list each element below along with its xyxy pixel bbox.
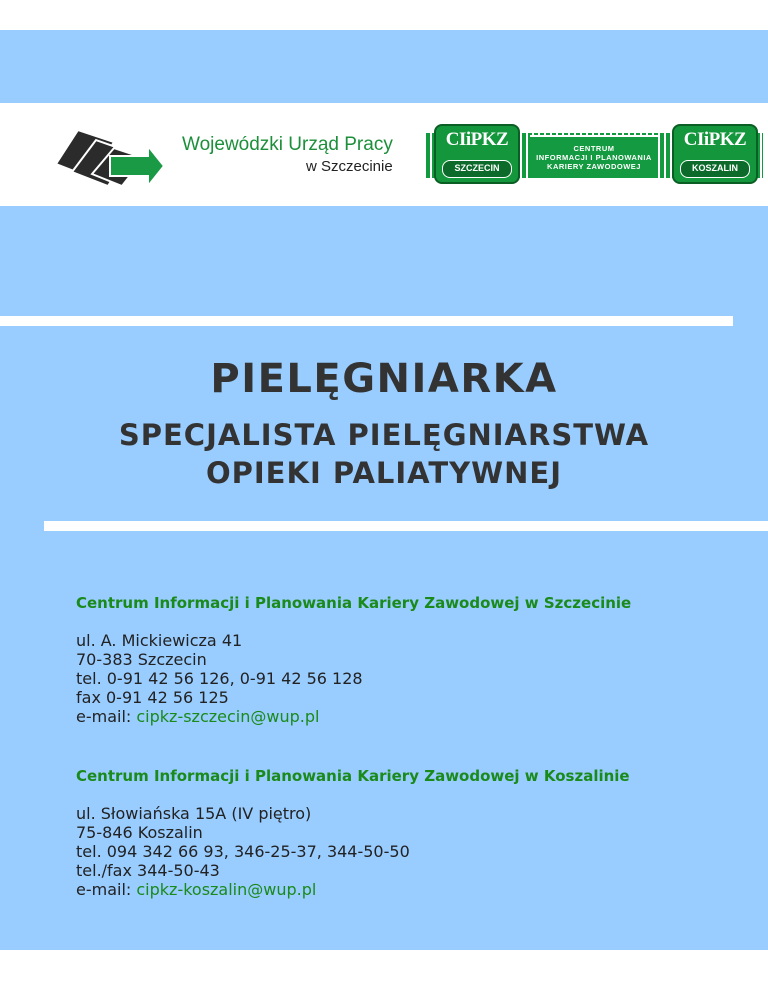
cipkz-badge-city: KOSZALIN [680,160,750,178]
office-name: Centrum Informacji i Planowania Kariery Zawodowej w Szczecinie [76,594,632,612]
subtitle-line-2: OPIEKI PALIATYWNEJ [205,456,562,490]
office-street: ul. Słowiańska 15A (IV piętro) [76,804,312,823]
divider-bar-top [0,316,733,326]
cipkz-badge-city: SZCZECIN [442,160,512,178]
office-koszalin [76,767,756,899]
office-szczecin [76,594,756,726]
cipkz-center-line-2: INFORMACJI I PLANOWANIA [536,153,652,162]
wup-arrow-logo-icon [52,120,167,190]
office-email-line [76,880,756,899]
cipkz-badge-koszalin [672,124,758,184]
cipkz-banner [426,124,763,184]
email-link[interactable]: cipkz-koszalin@wup.pl [136,880,317,899]
office-postal: 70-383 Szczecin [76,650,207,669]
office-postal: 75-846 Koszalin [76,823,203,842]
wup-name: Wojewódzki Urząd Pracy [182,134,393,155]
cipkz-center-line-1: CENTRUM [573,144,615,153]
wup-logo [52,120,412,190]
cipkz-center-line-3: KARIERY ZAWODOWEJ [547,162,641,171]
office-phone: tel. 094 342 66 93, 346-25-37, 344-50-50 [76,842,410,861]
wup-city: w Szczecinie [306,158,393,175]
subtitle-line-1: SPECJALISTA PIELĘGNIARSTWA [118,418,650,452]
office-street: ul. A. Mickiewicza 41 [76,631,243,650]
cipkz-center-label [530,135,658,180]
email-link[interactable]: cipkz-szczecin@wup.pl [136,707,320,726]
office-phone: tel. 0-91 42 56 126, 0-91 42 56 128 [76,669,363,688]
office-name: Centrum Informacji i Planowania Kariery Zawodowej w Koszalinie [76,767,630,785]
office-fax: tel./fax 344-50-43 [76,861,220,880]
page-title: PIELĘGNIARKA [210,356,558,402]
email-label: e-mail: [76,707,137,726]
cipkz-badge-szczecin [434,124,520,184]
office-email-line [76,707,756,726]
divider-bar-bottom [44,521,768,531]
cipkz-badge-word: CIiPKZ [445,129,509,150]
cipkz-badge-word: CIiPKZ [683,129,747,150]
office-fax: fax 0-91 42 56 125 [76,688,229,707]
email-label: e-mail: [76,880,137,899]
